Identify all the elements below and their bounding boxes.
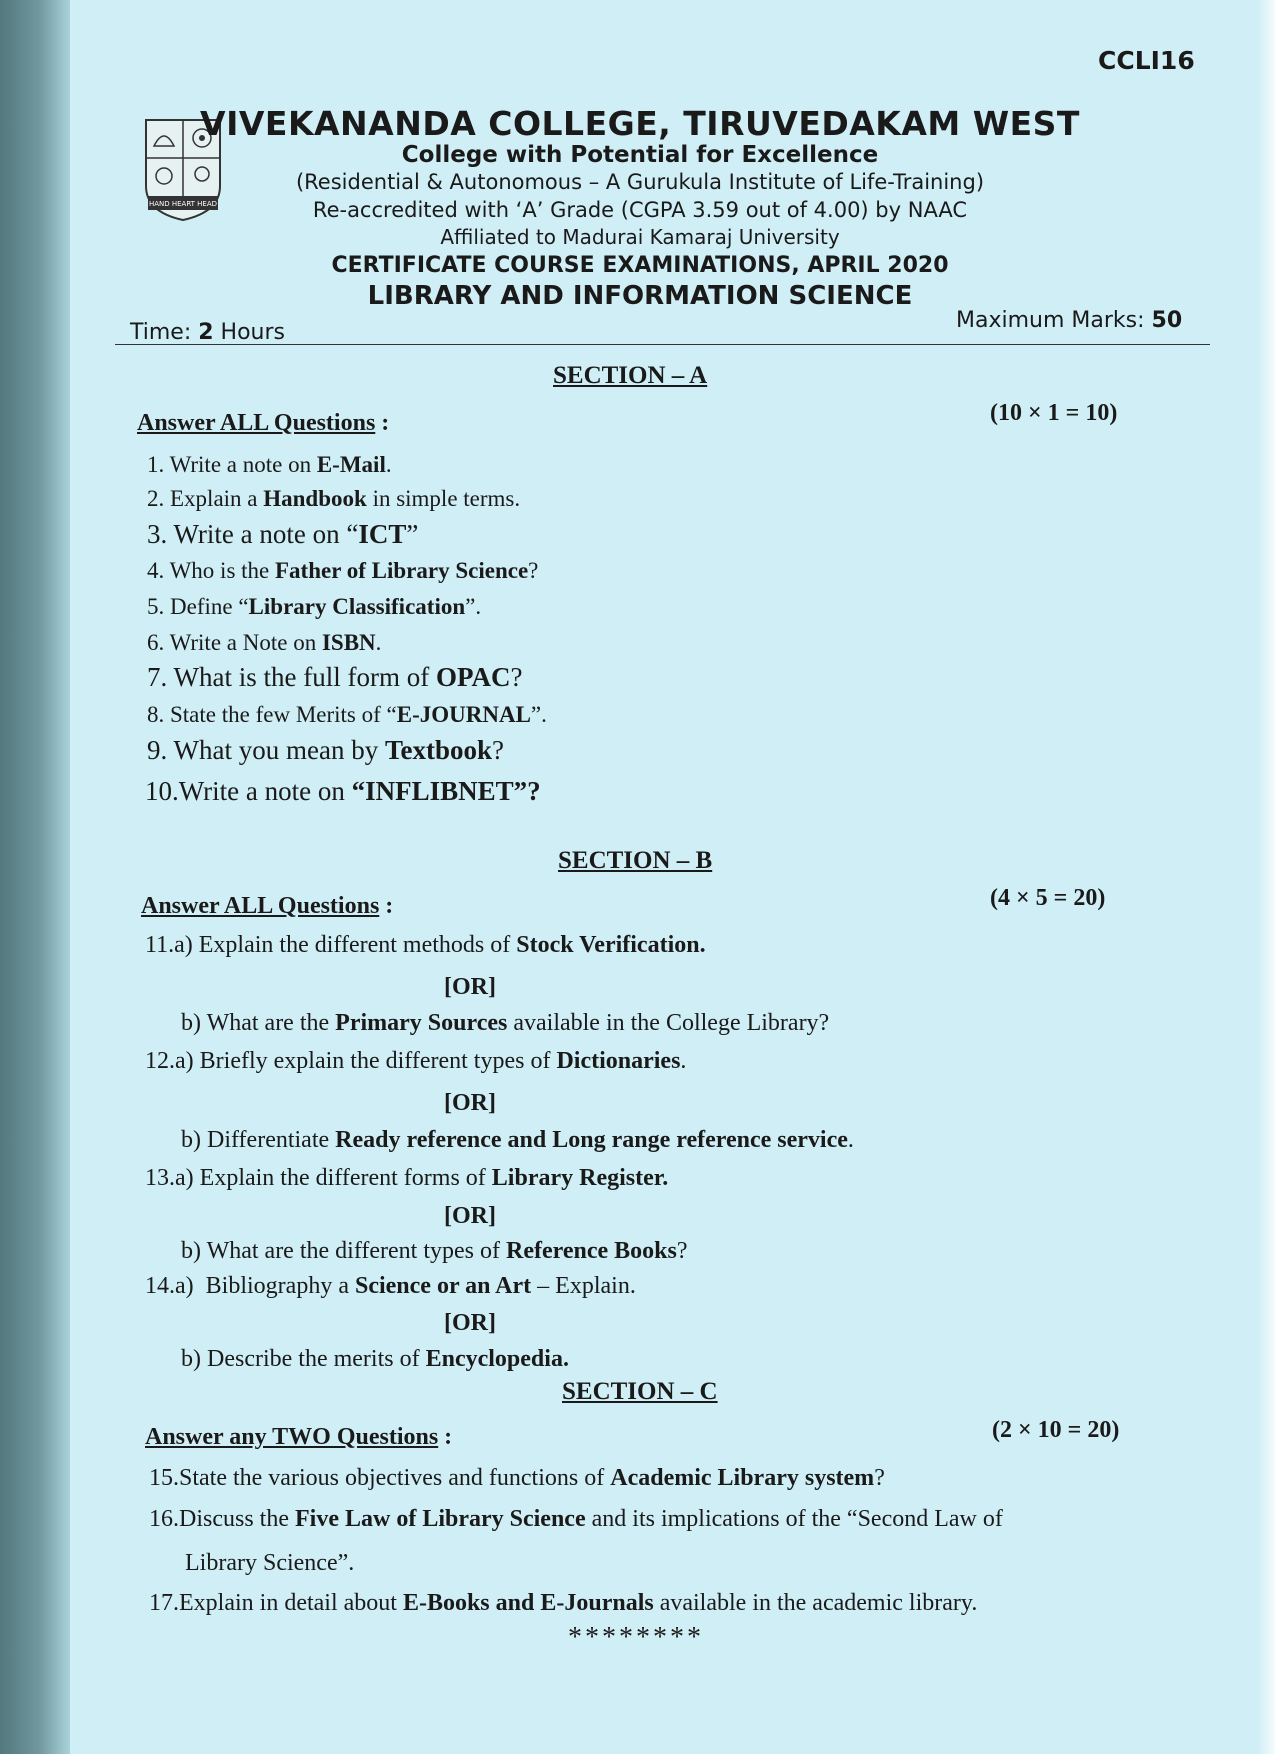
question-3: 3. Write a note on “ICT” xyxy=(147,519,419,549)
question-17: 17.Explain in detail about E-Books and E-Journals available in the academic library. xyxy=(149,1590,978,1616)
or-divider-14: [OR] xyxy=(444,1310,496,1336)
question-16: 16.Discuss the Five Law of Library Science and its implications of the “Second Law of xyxy=(149,1506,1003,1532)
college-line-1: (Residential & Autonomous – A Gurukula Institute of Life-Training) xyxy=(295,170,985,194)
question-16-continued: Library Science”. xyxy=(185,1550,355,1576)
college-line-3: Affiliated to Madurai Kamaraj University xyxy=(440,225,840,249)
question-5: 5. Define “Library Classification”. xyxy=(147,594,482,619)
question-14a: 14.a) Bibliography a Science or an Art – Explain. xyxy=(145,1273,636,1299)
section-b-title: SECTION – B xyxy=(558,847,713,874)
or-divider-11: [OR] xyxy=(444,974,496,1000)
or-divider-13: [OR] xyxy=(444,1203,496,1229)
question-12b: b) Differentiate Ready reference and Long range reference service. xyxy=(181,1127,854,1153)
question-8: 8. State the few Merits of “E-JOURNAL”. xyxy=(147,702,547,727)
question-10: 10.Write a note on “INFLIBNET”? xyxy=(145,776,541,806)
college-tagline: College with Potential for Excellence xyxy=(401,142,879,168)
end-of-paper-marker: ******** xyxy=(568,1622,704,1653)
question-11b: b) What are the Primary Sources available in the College Library? xyxy=(181,1010,830,1036)
question-7: 7. What is the full form of OPAC? xyxy=(147,662,523,692)
subject-title: LIBRARY AND INFORMATION SCIENCE xyxy=(367,281,913,311)
exam-title: CERTIFICATE COURSE EXAMINATIONS, APRIL 2020 xyxy=(331,253,949,278)
college-name: VIVEKANANDA COLLEGE, TIRUVEDAKAM WEST xyxy=(200,104,1080,143)
section-c-title: SECTION – C xyxy=(562,1378,718,1405)
question-12a: 12.a) Briefly explain the different types of Dictionaries. xyxy=(145,1048,687,1074)
svg-text:HAND HEART HEAD: HAND HEART HEAD xyxy=(148,200,218,208)
page-edge xyxy=(1257,0,1275,1754)
section-a-title: SECTION – A xyxy=(553,362,708,389)
question-4: 4. Who is the Father of Library Science? xyxy=(147,558,539,583)
question-6: 6. Write a Note on ISBN. xyxy=(147,630,382,655)
paper-code: CCLI16 xyxy=(1098,46,1195,75)
header-divider xyxy=(115,344,1210,345)
maximum-marks: Maximum Marks: 50 xyxy=(956,308,1183,333)
question-11a: 11.a) Explain the different methods of Stock Verification. xyxy=(145,932,706,958)
college-line-2: Re-accredited with ‘A’ Grade (CGPA 3.59 out of 4.00) by NAAC xyxy=(312,198,968,222)
section-b-marks: (4 × 5 = 20) xyxy=(990,885,1106,911)
time-allowed: Time: 2 Hours xyxy=(130,320,286,345)
section-c-marks: (2 × 10 = 20) xyxy=(992,1417,1120,1443)
section-a-marks: (10 × 1 = 10) xyxy=(990,400,1118,426)
book-spine-shadow xyxy=(0,0,70,1754)
section-a-instruction: Answer ALL Questions : xyxy=(137,410,390,436)
question-9: 9. What you mean by Textbook? xyxy=(147,735,504,765)
or-divider-12: [OR] xyxy=(444,1090,496,1116)
section-c-instruction: Answer any TWO Questions : xyxy=(145,1424,453,1450)
question-13b: b) What are the different types of Reference Books? xyxy=(181,1238,688,1264)
question-2: 2. Explain a Handbook in simple terms. xyxy=(147,486,521,511)
question-15: 15.State the various objectives and functions of Academic Library system? xyxy=(149,1465,885,1491)
question-13a: 13.a) Explain the different forms of Library Register. xyxy=(145,1165,669,1191)
question-14b: b) Describe the merits of Encyclopedia. xyxy=(181,1346,569,1372)
section-b-instruction: Answer ALL Questions : xyxy=(141,893,394,919)
question-1: 1. Write a note on E-Mail. xyxy=(147,452,392,477)
